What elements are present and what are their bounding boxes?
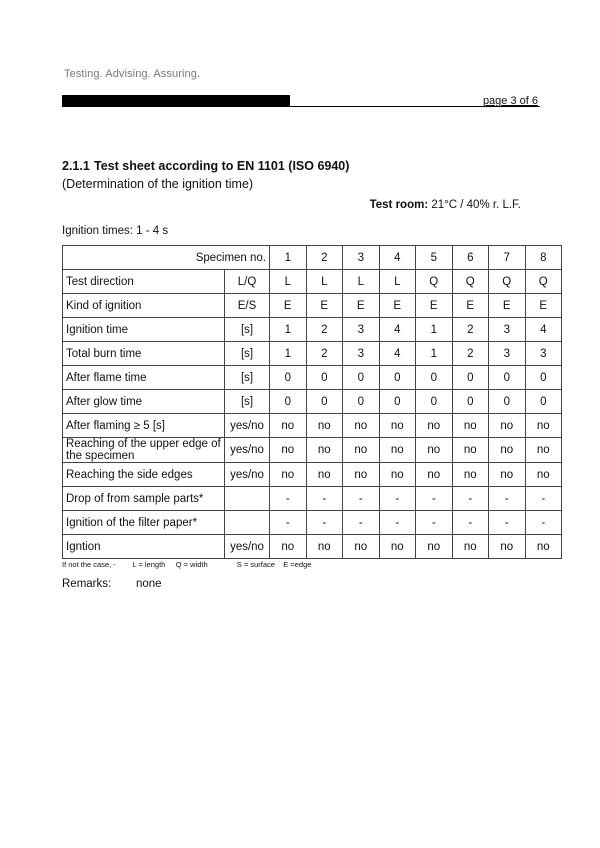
table-row [63,511,562,535]
value-cell: 1 [416,342,453,366]
value-cell: no [489,414,526,438]
redacted-block [62,95,290,106]
property-label: Drop of from sample parts* [63,487,225,511]
section-title: Test sheet according to EN 1101 (ISO 6940) [94,159,350,173]
value-cell: 3 [489,342,526,366]
unit-cell: [s] [225,318,270,342]
specimen-number: 4 [379,246,416,270]
section-heading [62,159,349,173]
table-row [63,342,562,366]
value-cell: no [452,535,489,559]
value-cell: 2 [452,342,489,366]
value-cell: 0 [452,366,489,390]
table-body [63,246,562,559]
value-cell: - [489,487,526,511]
section-subtitle: (Determination of the ignition time) [62,177,254,191]
unit-cell: yes/no [225,414,270,438]
value-cell: 4 [379,318,416,342]
test-results-table [62,245,562,559]
value-cell: no [416,463,453,487]
footnote: If not the case, - L = length Q = width S = surface E =edge [62,560,312,569]
specimen-number: 5 [416,246,453,270]
property-label: After flaming ≥ 5 [s] [63,414,225,438]
value-cell: no [379,438,416,463]
table-row [63,438,562,463]
value-cell: 1 [270,342,307,366]
value-cell: 0 [270,366,307,390]
section-number: 2.1.1 [62,159,90,173]
unit-cell: yes/no [225,463,270,487]
value-cell: E [489,294,526,318]
value-cell: - [343,511,380,535]
value-cell: no [379,414,416,438]
value-cell: no [270,438,307,463]
value-cell: no [489,463,526,487]
value-cell: 4 [379,342,416,366]
test-room-label: Test room: [369,199,429,211]
value-cell: no [416,414,453,438]
value-cell: no [343,535,380,559]
value-cell: E [306,294,343,318]
value-cell: E [270,294,307,318]
table-row [63,270,562,294]
value-cell: - [489,511,526,535]
value-cell: 4 [525,318,562,342]
value-cell: no [306,438,343,463]
value-cell: no [343,414,380,438]
value-cell: no [343,438,380,463]
unit-cell: [s] [225,390,270,414]
value-cell: 0 [525,366,562,390]
property-label: Test direction [63,270,225,294]
table-row [63,535,562,559]
specimen-number: 2 [306,246,343,270]
value-cell: 0 [343,390,380,414]
value-cell: 0 [525,390,562,414]
value-cell: no [416,438,453,463]
value-cell: 3 [343,318,380,342]
value-cell: 0 [379,390,416,414]
remarks-value: none [136,578,162,590]
unit-cell [225,487,270,511]
value-cell: 2 [306,342,343,366]
value-cell: no [416,535,453,559]
value-cell: L [306,270,343,294]
company-tagline: Testing. Advising. Assuring. [64,68,201,80]
table-row [63,463,562,487]
value-cell: - [306,511,343,535]
property-label: Reaching the side edges [63,463,225,487]
value-cell: - [306,487,343,511]
value-cell: no [306,463,343,487]
value-cell: 0 [452,390,489,414]
value-cell: 3 [489,318,526,342]
value-cell: no [489,535,526,559]
value-cell: E [343,294,380,318]
value-cell: 1 [270,318,307,342]
value-cell: - [525,487,562,511]
value-cell: no [343,463,380,487]
value-cell: - [416,487,453,511]
property-label: After flame time [63,366,225,390]
value-cell: 0 [343,366,380,390]
property-label: After glow time [63,390,225,414]
value-cell: - [416,511,453,535]
value-cell: no [525,463,562,487]
value-cell: - [270,487,307,511]
value-cell: Q [452,270,489,294]
value-cell: E [416,294,453,318]
value-cell: 0 [306,390,343,414]
specimen-number: 3 [343,246,380,270]
value-cell: no [379,535,416,559]
table-row [63,366,562,390]
table-row [63,487,562,511]
value-cell: no [306,535,343,559]
value-cell: no [525,535,562,559]
value-cell: 0 [416,390,453,414]
test-room [370,199,521,211]
value-cell: L [379,270,416,294]
value-cell: 0 [270,390,307,414]
value-cell: L [343,270,380,294]
value-cell: no [270,535,307,559]
specimen-number: 7 [489,246,526,270]
test-room-value: 21°C / 40% r. L.F. [431,199,521,211]
unit-cell [225,511,270,535]
value-cell: E [379,294,416,318]
value-cell: no [452,438,489,463]
value-cell: no [452,414,489,438]
unit-cell: yes/no [225,438,270,463]
value-cell: 3 [525,342,562,366]
value-cell: - [452,487,489,511]
value-cell: 2 [452,318,489,342]
unit-cell: [s] [225,342,270,366]
property-label: Kind of ignition [63,294,225,318]
specimen-number: 8 [525,246,562,270]
value-cell: 3 [343,342,380,366]
value-cell: - [343,487,380,511]
value-cell: no [379,463,416,487]
property-label: Igntion [63,535,225,559]
value-cell: no [525,414,562,438]
page-number: page 3 of 6 [482,95,538,107]
header-divider [62,106,540,107]
value-cell: no [525,438,562,463]
table-header-row [63,246,562,270]
remarks-label: Remarks: [62,578,112,590]
table-row [63,390,562,414]
value-cell: no [270,463,307,487]
value-cell: no [306,414,343,438]
table-row [63,414,562,438]
value-cell: 1 [416,318,453,342]
value-cell: - [270,511,307,535]
value-cell: Q [525,270,562,294]
value-cell: no [452,463,489,487]
specimen-number: 1 [270,246,307,270]
value-cell: 2 [306,318,343,342]
property-label: Reaching of the upper edge of the specimen [63,438,225,463]
unit-cell: yes/no [225,535,270,559]
value-cell: - [452,511,489,535]
value-cell: Q [489,270,526,294]
unit-cell: E/S [225,294,270,318]
property-label: Total burn time [63,342,225,366]
table-row [63,318,562,342]
remarks [62,578,162,590]
value-cell: - [525,511,562,535]
value-cell: E [525,294,562,318]
value-cell: Q [416,270,453,294]
value-cell: 0 [489,366,526,390]
ignition-times: Ignition times: 1 - 4 s [62,225,169,237]
property-label: Ignition time [63,318,225,342]
value-cell: - [379,511,416,535]
specimen-number: 6 [452,246,489,270]
value-cell: - [379,487,416,511]
value-cell: no [489,438,526,463]
property-label: Ignition of the filter paper* [63,511,225,535]
value-cell: 0 [379,366,416,390]
unit-cell: [s] [225,366,270,390]
value-cell: 0 [416,366,453,390]
value-cell: E [452,294,489,318]
unit-cell: L/Q [225,270,270,294]
table-row [63,294,562,318]
value-cell: no [270,414,307,438]
value-cell: L [270,270,307,294]
specimen-label: Specimen no. [63,246,270,270]
value-cell: 0 [489,390,526,414]
value-cell: 0 [306,366,343,390]
